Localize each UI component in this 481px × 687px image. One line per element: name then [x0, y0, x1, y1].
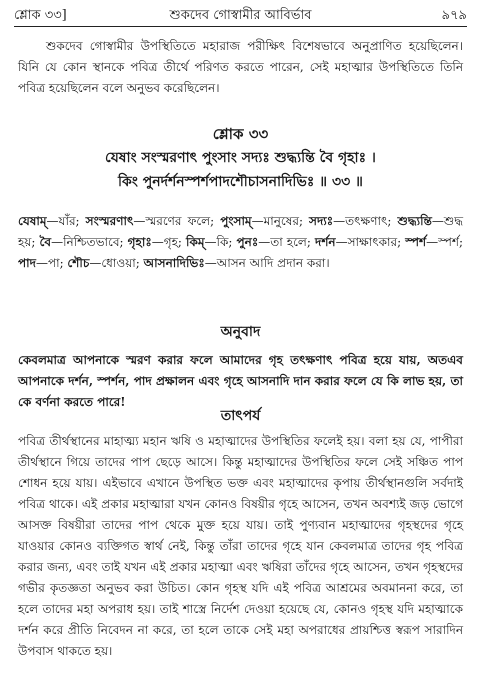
synonym-word: কিম্ [186, 235, 205, 249]
synonyms-paragraph [18, 211, 463, 274]
synonym-word: সংস্মরণাৎ [85, 214, 134, 228]
synonym-meaning: —স্মরণের ফলে; [133, 214, 221, 228]
synonym-meaning: —তা হলে; [258, 235, 316, 249]
purport-title: তাৎপর্য [220, 408, 261, 424]
translation-paragraph: কেবলমাত্র আপনাকে স্মরণ করার ফলে আমাদের গৃহ তৎক্ষণাৎ পবিত্র হয়ে যায়, অতএব আপনাকে দর্শন, স্পর্শন, পাদ প্রক্ষালন এবং গৃহে আসনাদি দান করার ফলে যে কি লাভ হয়, তা কে বর্ণনা করতে পারে! [18, 353, 463, 409]
header-verse-ref: শ্লোক ৩৩] [14, 8, 67, 23]
synonym-meaning: —নিশ্চিতভাবে; [51, 235, 128, 249]
verse-line-1: যেষাং সংস্মরণাৎ পুংসাং সদ্যঃ শুদ্ধ্যন্তি বৈ গৃহাঃ । [105, 150, 376, 166]
synonym-word: শুদ্ধ্যন্তি [397, 214, 432, 228]
synonym-meaning: —আসন আদি প্রদান করা। [204, 256, 330, 270]
synonym-meaning: —মানুষের; [251, 214, 310, 228]
synonym-word: বৈ [39, 235, 52, 249]
synonym-word: যেষাম্ [18, 214, 47, 228]
verse-line-2: কিং পুনর্দর্শনস্পর্শপাদশৌচাসনাদিভিঃ ॥ ৩৩ ॥ [118, 174, 363, 190]
synonym-word: পুংসাম্ [220, 214, 252, 228]
purport-paragraph: পবিত্র তীর্থস্থানের মাহাত্ম্য মহান ঋষি ও মহাত্মাদের উপস্থিতির ফলেই হয়। বলা হয় যে, পাপীরা তীর্থস্থানে গিয়ে তাদের পাপ ছেড়ে আসে। কিন্তু মহাত্মাদের উপস্থিতির ফলে সেই সঞ্চিত পাপ শোধন হয়ে যায়। এইভাবে এখানে উপস্থিত ভক্ত এবং মহাত্মাদের কৃপায় তীর্থস্থানগুলি সর্বদাই পবিত্র থাকে। এই প্রকার মহাত্মারা যখন কোনও বিষয়ীর গৃহে আসেন, তখন অবশ্যই জড় ভোগে আসক্ত বিষয়ীরা তাদের পাপ থেকে মুক্ত হয়ে যায়। তাই পুণ্যবান মহাত্মাদের গৃহস্থদের গৃহে যাওয়ার কোনও ব্যক্তিগত স্বার্থ নেই, কিন্তু তাঁরা তাদের গৃহে যান কেবলমাত্র তাদের গৃহ পবিত্র করার জন্য, এবং তাই যখন এই প্রকার মহাত্মা এবং ঋষিরা তাঁদের গৃহে আসেন, তখন গৃহস্থদের গভীর কৃতজ্ঞতা অনুভব করা উচিত। কোন গৃহস্থ যদি এই পবিত্র আশ্রমের অবমাননা করে, তা হলে তাদের মহা অপরাধ হয়। তাই শাস্ত্রে নির্দেশ দেওয়া হয়েছে যে, কোনও গৃহস্থ যদি মহাত্মাকে দর্শন করে প্রীতি নিবেদন না করে, তা হলে তাকে সেই মহা অপরাধের প্রায়শ্চিত্ত স্বরূপ সারাদিন উপবাস থাকতে হয়। [18, 434, 463, 658]
synonym-meaning: —স্পর্শ; [426, 235, 464, 249]
page-number: ৯৭৯ [441, 8, 467, 23]
synonym-word: স্পর্শ [405, 235, 427, 249]
synonym-word: সদ্যঃ [309, 214, 334, 228]
synonym-meaning: —যাঁর; [46, 214, 86, 228]
synonym-meaning: —সাক্ষাৎকার; [335, 235, 406, 249]
synonym-meaning: —গৃহ; [151, 235, 187, 249]
synonym-meaning: —কি; [204, 235, 237, 249]
synonym-word: গৃহাঃ [127, 235, 152, 249]
synonym-meaning: —ধোওয়া; [89, 256, 144, 270]
synonym-word: শৌচ [67, 256, 90, 270]
synonym-word: পাদ [18, 256, 36, 270]
verse-heading: শ্লোক ৩৩ [212, 125, 269, 143]
synonym-meaning: —শুদ্ধ হয়; [18, 214, 463, 249]
synonym-meaning: —তৎক্ষণাৎ; [333, 214, 398, 228]
translation-title: অনুবাদ [220, 324, 261, 340]
running-header [14, 4, 467, 27]
synonym-word: দর্শন [315, 235, 336, 249]
intro-paragraph: শুকদেব গোস্বামীর উপস্থিতিতে মহারাজ পরীক্ষিৎ বিশেষভাবে অনুপ্রাণিত হয়েছিলেন। যিনি যে কোন স্থানকে পবিত্র তীর্থে পরিণত করতে পারেন, সেই মহাত্মার উপস্থিতিতে তিনি পবিত্র হয়েছিলেন বলে অনুভব করেছিলেন। [18, 39, 463, 95]
synonym-word: আসনাদিভিঃ [143, 256, 205, 270]
header-chapter-title: শুকদেব গোস্বামীর আবির্ভাব [169, 8, 312, 23]
synonym-word: পুনঃ [236, 235, 259, 249]
synonym-meaning: —পা; [35, 256, 68, 270]
